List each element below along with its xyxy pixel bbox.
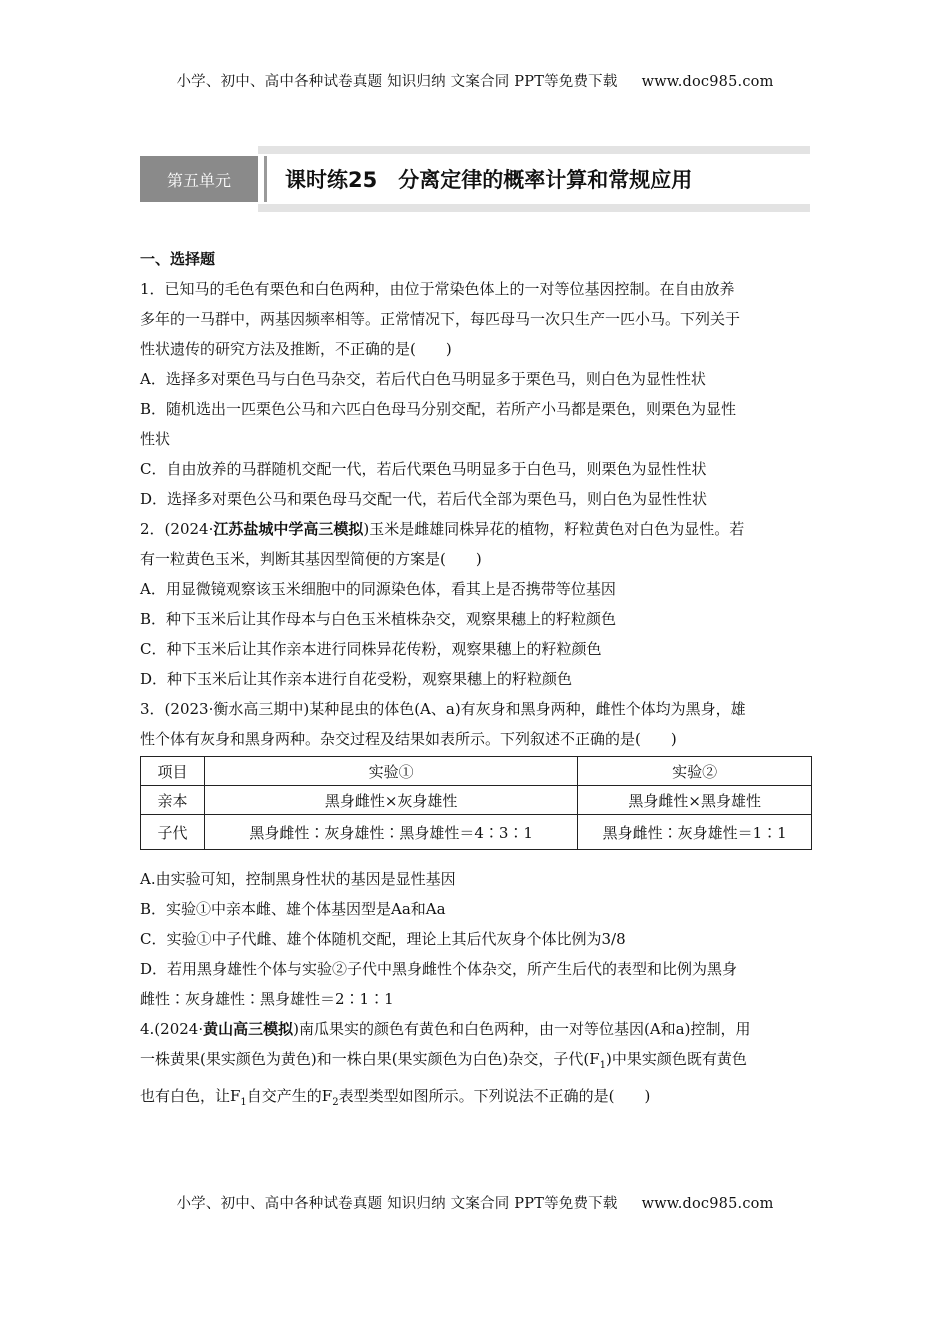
q4-stem-text: )南瓜果实的颜色有黄色和白色两种，由一对等位基因(A和a)控制，用 xyxy=(293,1020,751,1038)
q1-option-b-cont: 性状 xyxy=(140,430,171,448)
table-header-cell: 实验① xyxy=(204,757,577,786)
q4-subscript: 1 xyxy=(240,1097,247,1108)
question-4 xyxy=(140,1014,812,1118)
q4-stem-line xyxy=(140,1014,812,1044)
q3-option-b: B．实验①中亲本雌、雄个体基因型是Aa和Aa xyxy=(140,900,446,918)
footer-url[interactable]: www.doc985.com xyxy=(641,1196,774,1212)
q2-option-d: D．种下玉米后让其作亲本进行自花受粉，观察果穗上的籽粒颜色 xyxy=(140,670,573,688)
title-divider xyxy=(264,156,267,202)
page-content xyxy=(140,244,812,1118)
table-cell: 黑身雌性×灰身雄性 xyxy=(204,786,577,815)
q2-stem-line xyxy=(140,514,812,544)
q3-option-d: D．若用黑身雄性个体与实验②子代中黑身雌性个体杂交，所产生后代的表型和比例为黑身 xyxy=(140,960,738,978)
q2-stem-line: 有一粒黄色玉米，判断其基因型简便的方案是( ) xyxy=(140,550,482,568)
q4-text: 也有白色，让F xyxy=(140,1087,241,1105)
q2-stem-text: )玉米是雌雄同株异花的植物，籽粒黄色对白色为显性。若 xyxy=(363,520,745,538)
table-header-cell: 实验② xyxy=(578,757,812,786)
footer-text: 小学、初中、高中各种试卷真题 知识归纳 文案合同 PPT等免费下载 xyxy=(176,1196,618,1212)
experiment-table xyxy=(140,756,812,850)
q2-source: 江苏盐城中学高三模拟 xyxy=(213,520,364,538)
q3-option-c: C．实验①中子代雌、雄个体随机交配，理论上其后代灰身个体比例为3/8 xyxy=(140,930,626,948)
header-url[interactable]: www.doc985.com xyxy=(641,74,774,90)
question-3 xyxy=(140,694,812,1014)
table-cell: 黑身雌性×黑身雄性 xyxy=(578,786,812,815)
q3-option-d-cont: 雌性∶灰身雄性∶黑身雄性＝2∶1∶1 xyxy=(140,990,394,1008)
q3-option-a: A.由实验可知，控制黑身性状的基因是显性基因 xyxy=(140,870,456,888)
q4-subscript: 2 xyxy=(332,1097,339,1108)
question-1 xyxy=(140,274,812,514)
unit-label: 第五单元 xyxy=(140,156,258,202)
q4-text: )中果实颜色既有黄色 xyxy=(606,1050,747,1068)
q4-stem-line xyxy=(140,1044,812,1081)
q3-stem-line: 性个体有灰身和黑身两种。杂交过程及结果如表所示。下列叙述不正确的是( ) xyxy=(140,730,677,748)
table-cell: 子代 xyxy=(141,815,205,850)
table-cell: 黑身雌性∶灰身雄性∶黑身雄性＝4∶3∶1 xyxy=(204,815,577,850)
q2-option-b: B．种下玉米后让其作母本与白色玉米植株杂交，观察果穗上的籽粒颜色 xyxy=(140,610,617,628)
table-header-row xyxy=(141,757,812,786)
title-bar-bottom-stripe xyxy=(258,204,810,212)
q4-subscript: 1 xyxy=(599,1060,607,1071)
q2-option-c: C．种下玉米后让其作亲本进行同株异花传粉，观察果穗上的籽粒颜色 xyxy=(140,640,602,658)
page-footer xyxy=(0,1192,950,1213)
q1-option-c: C．自由放养的马群随机交配一代，若后代栗色马明显多于白色马，则栗色为显性性状 xyxy=(140,460,707,478)
table-header-cell: 项目 xyxy=(141,757,205,786)
lesson-title: 课时练25 分离定律的概率计算和常规应用 xyxy=(285,168,693,192)
q4-number: 4.(2024· xyxy=(140,1020,204,1038)
q2-number: 2．(2024· xyxy=(140,520,214,538)
q1-option-b: B．随机选出一匹栗色公马和六匹白色母马分别交配，若所产小马都是栗色，则栗色为显性 xyxy=(140,400,737,418)
table-row xyxy=(141,815,812,850)
q4-text: 自交产生的F xyxy=(246,1087,333,1105)
unit-title-bar xyxy=(140,146,810,212)
page-header xyxy=(0,70,950,91)
table-cell: 黑身雌性∶灰身雄性＝1∶1 xyxy=(578,815,812,850)
q4-text: 一株黄果(果实颜色为黄色)和一株白果(果实颜色为白色)杂交，子代(F xyxy=(140,1050,600,1068)
q1-stem-line: 1．已知马的毛色有栗色和白色两种，由位于常染色体上的一对等位基因控制。在自由放养 xyxy=(140,280,735,298)
question-2 xyxy=(140,514,812,694)
q3-stem-line: 3．(2023·衡水高三期中)某种昆虫的体色(A、a)有灰身和黑身两种，雌性个体均为黑身，雄 xyxy=(140,700,746,718)
header-text: 小学、初中、高中各种试卷真题 知识归纳 文案合同 PPT等免费下载 xyxy=(176,74,618,90)
q1-option-d: D．选择多对栗色公马和栗色母马交配一代，若后代全部为栗色马，则白色为显性性状 xyxy=(140,490,708,508)
table-row xyxy=(141,786,812,815)
table-cell: 亲本 xyxy=(141,786,205,815)
q1-stem-line: 性状遗传的研究方法及推断，不正确的是( ) xyxy=(140,340,452,358)
q4-text: 表型类型如图所示。下列说法不正确的是( ) xyxy=(338,1087,651,1105)
q2-option-a: A．用显微镜观察该玉米细胞中的同源染色体，看其上是否携带等位基因 xyxy=(140,580,616,598)
q4-stem-line xyxy=(140,1081,812,1118)
title-bar-top-stripe xyxy=(258,146,810,154)
q1-option-a: A．选择多对栗色马与白色马杂交，若后代白色马明显多于栗色马，则白色为显性性状 xyxy=(140,370,706,388)
q1-stem-line: 多年的一马群中，两基因频率相等。正常情况下，每匹母马一次只生产一匹小马。下列关于 xyxy=(140,310,741,328)
section-title: 一、选择题 xyxy=(140,250,216,268)
q4-source: 黄山高三模拟 xyxy=(203,1020,294,1038)
